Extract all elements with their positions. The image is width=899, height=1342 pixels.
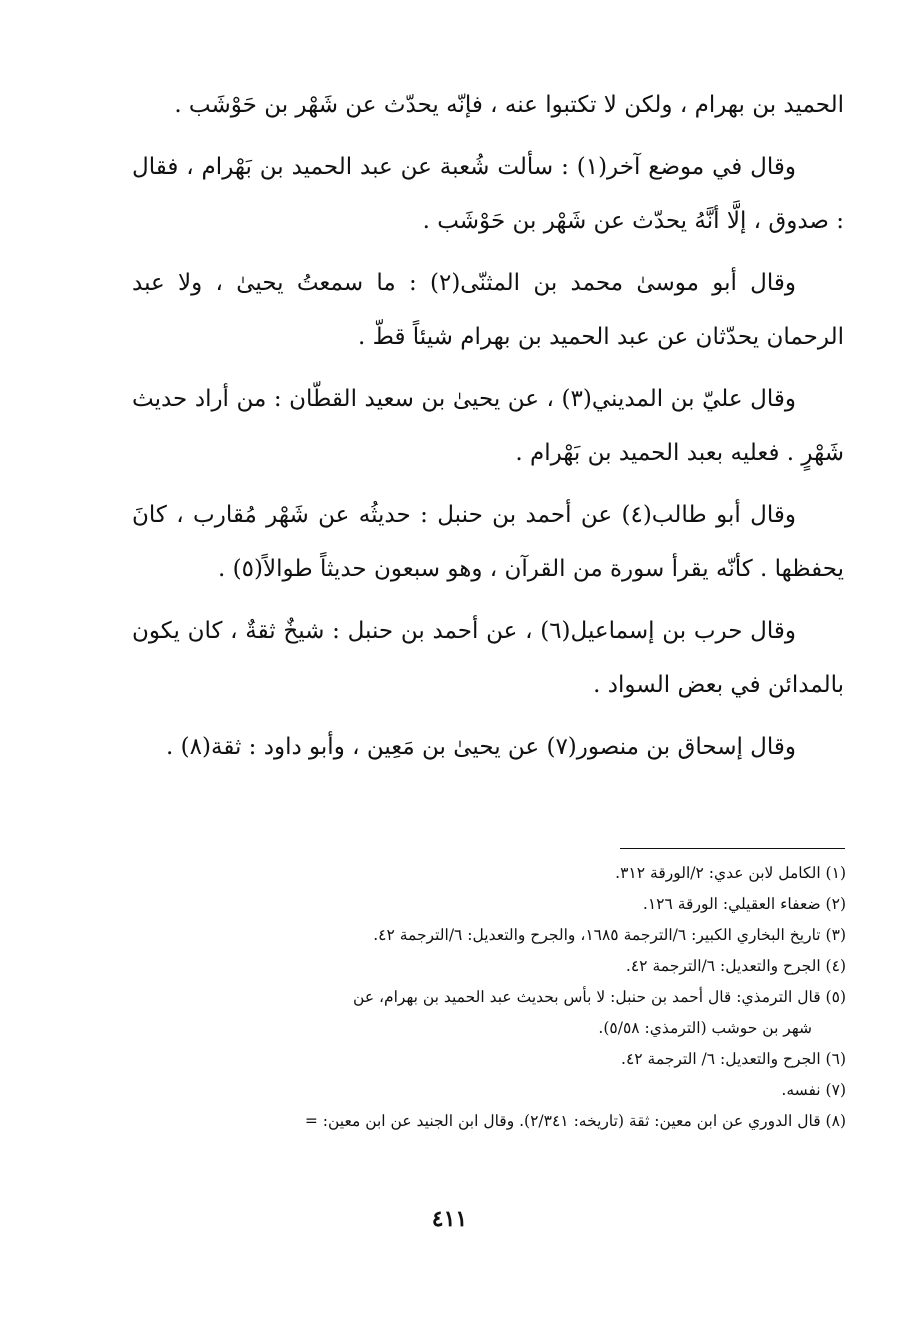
footnote: (١) الكامل لابن عدي: ٢/الورقة ٣١٢. — [615, 864, 846, 882]
paragraph: وقال عليّ بن المديني(٣) ، عن يحيىٰ بن سعيد القطّان : من أراد حديث شَهْرٍ . فعليه بعبد الحميد بن بَهْرام . — [132, 386, 844, 466]
footnote: (٤) الجرح والتعديل: ٦/الترجمة ٤٢. — [625, 957, 846, 975]
paragraph: وقال إسحاق بن منصور(٧) عن يحيىٰ بن مَعِين ، وأبو داود : ثقة(٨) . — [166, 734, 796, 760]
footnote-continuation: شهر بن حوشب (الترمذي: ٥/٥٨). — [598, 1019, 812, 1037]
paragraph: وقال أبو طالب(٤) عن أحمد بن حنبل : حديثُه عن شَهْر مُقارب ، كانَ يحفظها . كأنّه يقرأ سورة من القرآن ، وهو سبعون حديثاً طوالاً(٥) . — [132, 502, 844, 582]
paragraph: وقال حرب بن إسماعيل(٦) ، عن أحمد بن حنبل : شيخٌ ثقةٌ ، كان يكون بالمدائن في بعض السواد . — [132, 618, 844, 698]
footnote: (٢) ضعفاء العقيلي: الورقة ١٢٦. — [642, 895, 846, 913]
footnote: (٦) الجرح والتعديل: ٦/ الترجمة ٤٢. — [621, 1050, 846, 1068]
footnote: (٥) قال الترمذي: قال أحمد بن حنبل: لا بأس بحديث عبد الحميد بن بهرام، عن — [353, 988, 846, 1006]
footnote-separator — [620, 848, 845, 849]
footnotes — [120, 858, 846, 1137]
paragraph: وقال في موضع آخر(١) : سألت شُعبة عن عبد الحميد بن بَهْرام ، فقال : صدوق ، إلَّا أنَّهُ يحدّث عن شَهْر بن حَوْشَب . — [132, 154, 844, 234]
paragraph: الحميد بن بهرام ، ولكن لا تكتبوا عنه ، فإنّه يحدّث عن شَهْر بن حَوْشَب . — [174, 92, 844, 118]
page-number: ٤١١ — [431, 1206, 468, 1232]
main-text — [132, 78, 844, 782]
footnote: (٧) نفسه. — [781, 1081, 846, 1099]
footnote: (٨) قال الدوري عن ابن معين: ثقة (تاريخه: ٢/٣٤١). وقال ابن الجنيد عن ابن معين: = — [304, 1112, 846, 1130]
footnote: (٣) تاريخ البخاري الكبير: ٦/الترجمة ١٦٨٥، والجرح والتعديل: ٦/الترجمة ٤٢. — [373, 926, 846, 944]
paragraph: وقال أبو موسىٰ محمد بن المثنّى(٢) : ما سمعتُ يحيىٰ ، ولا عبد الرحمان يحدّثان عن عبد الحميد بن بهرام شيئاً قطّ . — [132, 270, 844, 350]
